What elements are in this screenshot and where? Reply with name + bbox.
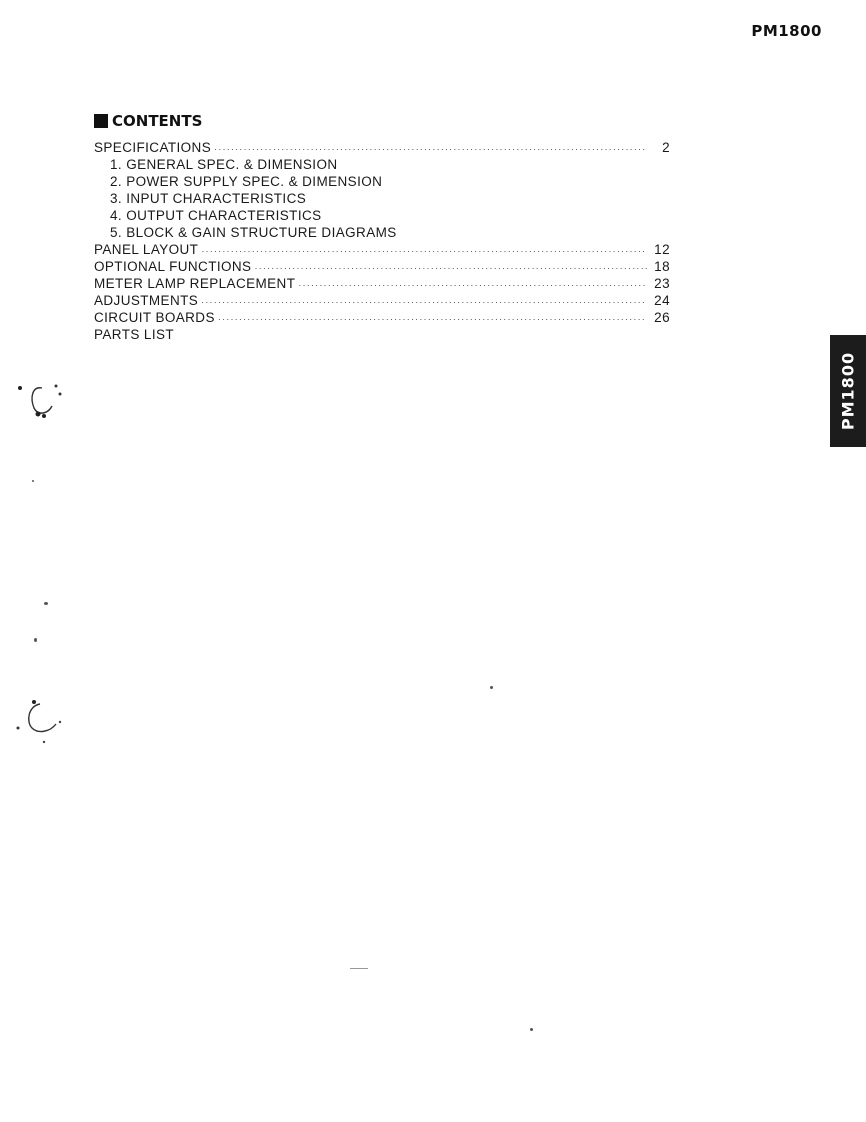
dot-leader	[201, 297, 647, 307]
toc-entry-meter-lamp-replacement[interactable]	[94, 276, 670, 293]
toc-subentry-label: 5. BLOCK & GAIN STRUCTURE DIAGRAMS	[110, 225, 397, 240]
toc-entry-page: 18	[654, 259, 670, 274]
toc-subentry-label: 2. POWER SUPPLY SPEC. & DIMENSION	[110, 174, 383, 189]
toc-subentry-block-gain-diagrams[interactable]	[94, 225, 670, 242]
toc-entry-page: 12	[654, 242, 670, 257]
toc-entry-panel-layout[interactable]	[94, 242, 670, 259]
toc-subentry-general-spec[interactable]	[94, 157, 670, 174]
toc-entry-optional-functions[interactable]	[94, 259, 670, 276]
dot-leader	[254, 263, 647, 273]
contents-heading	[94, 112, 670, 130]
dot-leader	[218, 314, 647, 324]
toc-entry-circuit-boards[interactable]	[94, 310, 670, 327]
toc-list	[94, 140, 670, 344]
toc-entry-label: ADJUSTMENTS	[94, 293, 199, 308]
dot-leader	[214, 144, 647, 154]
toc-entry-page: 26	[654, 310, 670, 325]
toc-subentry-power-supply-spec[interactable]	[94, 174, 670, 191]
scan-speck	[350, 968, 368, 969]
toc-entry-page: 2	[662, 140, 670, 155]
table-of-contents	[94, 112, 670, 344]
toc-entry-label: PANEL LAYOUT	[94, 242, 199, 257]
dot-leader	[201, 246, 647, 256]
toc-subentry-label: 4. OUTPUT CHARACTERISTICS	[110, 208, 322, 223]
toc-entry-label: SPECIFICATIONS	[94, 140, 212, 155]
toc-entry-label: OPTIONAL FUNCTIONS	[94, 259, 252, 274]
contents-heading-label: CONTENTS	[112, 112, 203, 130]
scan-speck	[530, 1028, 533, 1031]
page-header-model: PM1800	[751, 22, 822, 40]
punch-hole-mark-icon	[12, 376, 72, 426]
scan-speck	[44, 602, 48, 605]
square-bullet-icon	[94, 114, 108, 128]
toc-entry-adjustments[interactable]	[94, 293, 670, 310]
scan-speck	[490, 686, 493, 689]
scan-speck	[34, 638, 37, 642]
punch-hole-mark-icon	[12, 694, 72, 750]
toc-entry-page: 23	[654, 276, 670, 291]
side-index-tab-label: PM1800	[838, 351, 858, 431]
toc-subentry-label: 3. INPUT CHARACTERISTICS	[110, 191, 307, 206]
toc-entry-parts-list[interactable]	[94, 327, 670, 344]
toc-subentry-label: 1. GENERAL SPEC. & DIMENSION	[110, 157, 338, 172]
toc-entry-label: CIRCUIT BOARDS	[94, 310, 215, 325]
toc-entry-page: 24	[654, 293, 670, 308]
toc-entry-label: METER LAMP REPLACEMENT	[94, 276, 296, 291]
side-index-tab	[830, 335, 866, 447]
toc-entry-specifications[interactable]	[94, 140, 670, 157]
toc-subentry-input-characteristics[interactable]	[94, 191, 670, 208]
dot-leader	[298, 280, 647, 290]
scan-speck	[32, 480, 34, 482]
toc-entry-label: PARTS LIST	[94, 327, 175, 342]
toc-subentry-output-characteristics[interactable]	[94, 208, 670, 225]
